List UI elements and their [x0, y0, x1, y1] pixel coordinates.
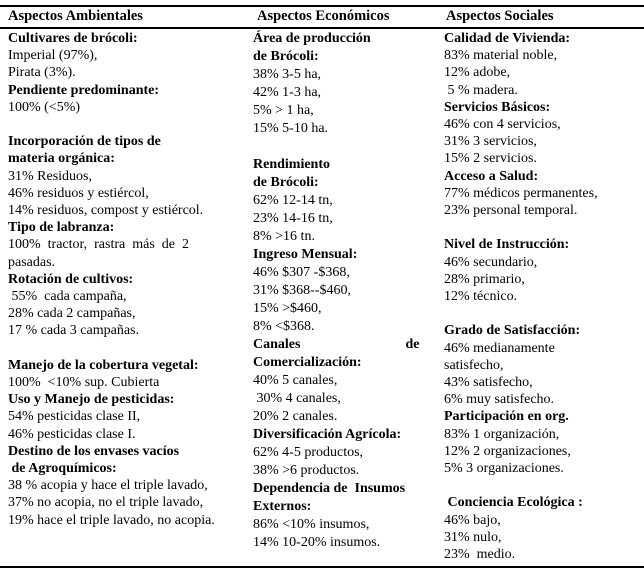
- section-heading-line: Incorporación de tipos de: [8, 134, 161, 150]
- data-line: 15% 5-10 ha.: [253, 121, 329, 136]
- section-heading-line: Cultivares de brócoli:: [8, 31, 138, 46]
- data-line: 5% > 1 ha,: [253, 103, 314, 118]
- section-heading-line: Uso y Manejo de pesticidas:: [8, 392, 175, 408]
- section-heading-line: Diversificación Agrícola:: [253, 427, 402, 442]
- data-line: 42% 1-3 ha,: [253, 85, 322, 100]
- column-header-sociales: Aspectos Sociales: [446, 8, 554, 24]
- data-line: [8, 116, 250, 133]
- data-line: 6% muy satisfecho.: [444, 392, 555, 408]
- data-line: 54% pesticidas clase II,: [8, 409, 141, 425]
- data-line: 83% material noble,: [444, 48, 558, 64]
- data-line: 46% residuos y estiércol,: [8, 185, 149, 201]
- data-line: 15% 2 servicios.: [444, 151, 537, 167]
- data-line: 31% $368--$460,: [253, 283, 351, 298]
- section-heading-line: Rendimiento: [253, 157, 330, 172]
- data-line: 30% 4 canales,: [253, 391, 341, 406]
- data-line: 23% 14-16 tn,: [253, 211, 333, 226]
- data-line: satisfecho,: [444, 357, 504, 373]
- data-line: 100% <10% sup. Cubierta: [8, 375, 160, 391]
- data-line: 46% secundario,: [444, 254, 538, 270]
- data-line: 12% adobe,: [444, 65, 511, 81]
- section-heading-line: Calidad de Vivienda:: [444, 31, 571, 46]
- data-line: 43% satisfecho,: [444, 375, 533, 391]
- section-heading-line: Participación en org.: [444, 409, 569, 425]
- section-heading-line: Conciencia Ecológica :: [444, 495, 583, 511]
- data-line: [8, 340, 250, 357]
- section-heading-line: Grado de Satisfacción:: [444, 323, 581, 339]
- data-line: 8% <$368.: [253, 319, 315, 334]
- data-line: 62% 12-14 tn,: [253, 193, 333, 208]
- section-heading-line: de Brócoli:: [253, 175, 319, 190]
- data-line: 14% residuos, compost y estiércol.: [8, 203, 204, 219]
- data-line: [444, 477, 644, 494]
- data-line: 37% no acopia, no el triple lavado,: [8, 495, 204, 511]
- section-heading-line: Manejo de la cobertura vegetal:: [8, 357, 199, 373]
- section-heading-line: Rotación de cultivos:: [8, 271, 134, 287]
- data-line: 46% medianamente: [444, 340, 555, 356]
- section-heading-line: Destino de los envases vacíos: [8, 443, 180, 459]
- section-heading-line: de Brócoli:: [253, 49, 319, 64]
- table-column: [8, 30, 250, 529]
- section-heading-line: Nivel de Instrucción:: [444, 237, 570, 253]
- data-line: 28% cada 2 campañas,: [8, 306, 136, 322]
- data-line: 12% 2 organizaciones,: [444, 443, 571, 459]
- data-line: 100% (<5%): [8, 99, 81, 115]
- data-line: 31% nulo,: [444, 529, 502, 545]
- section-heading-line: de Agroquímicos:: [8, 461, 117, 477]
- data-line: 5 % madera.: [444, 82, 518, 98]
- data-line: [253, 138, 437, 156]
- section-heading-line: Área de producción: [253, 31, 371, 46]
- data-line: 17 % cada 3 campañas.: [8, 323, 139, 339]
- data-line: pasadas.: [8, 254, 56, 270]
- data-line: 100% tractor, rastra más de 2: [8, 237, 189, 253]
- data-line: 46% $307 -$368,: [253, 265, 350, 280]
- data-line: [444, 305, 644, 322]
- section-heading-line: Acceso a Salud:: [444, 168, 539, 184]
- data-line: Imperial (97%),: [8, 48, 98, 64]
- section-heading-line: Pendiente predominante:: [8, 82, 160, 98]
- table-column: [444, 30, 644, 563]
- data-line: 46% pesticidas clase I.: [8, 426, 136, 442]
- data-line: 40% 5 canales,: [253, 373, 338, 388]
- table-border-top: [0, 5, 644, 7]
- data-line: 31% Residuos,: [8, 168, 92, 184]
- data-line: 77% médicos permanentes,: [444, 185, 598, 201]
- table-border-bottom: [0, 566, 644, 568]
- section-heading-line: Dependencia de Insumos: [253, 481, 406, 496]
- data-line: 31% 3 servicios,: [444, 134, 537, 150]
- table-column: [253, 30, 437, 552]
- data-line: 5% 3 organizaciones.: [444, 461, 564, 477]
- data-line: 46% con 4 servicios,: [444, 117, 561, 133]
- section-heading-line: materia orgánica:: [8, 151, 115, 167]
- data-line: 38% 3-5 ha,: [253, 67, 322, 82]
- data-line: 46% bajo,: [444, 512, 501, 528]
- data-line: 23% medio.: [444, 547, 516, 563]
- section-heading-line: Externos:: [253, 499, 312, 514]
- section-heading-line: Servicios Básicos:: [444, 99, 551, 115]
- data-line: 15% >$460,: [253, 301, 322, 316]
- data-line: 28% primario,: [444, 271, 525, 287]
- section-heading-line: Ingreso Mensual:: [253, 247, 358, 262]
- section-heading-line: Comercialización:: [253, 355, 362, 370]
- data-line: 8% >16 tn.: [253, 229, 315, 244]
- data-line: 62% 4-5 productos,: [253, 445, 364, 460]
- column-header-economicos: Aspectos Económicos: [257, 8, 390, 24]
- data-line: 14% 10-20% insumos.: [253, 535, 381, 550]
- data-line: 12% técnico.: [444, 289, 518, 305]
- data-line: [444, 219, 644, 236]
- column-header-ambientales: Aspectos Ambientales: [8, 8, 143, 24]
- data-line: 38% >6 productos.: [253, 463, 360, 478]
- data-line: 19% hace el triple lavado, no acopia.: [8, 512, 215, 528]
- data-line: 20% 2 canales.: [253, 409, 338, 424]
- data-line: 23% personal temporal.: [444, 203, 578, 219]
- data-line: 86% <10% insumos,: [253, 517, 370, 532]
- data-line: Pirata (3%).: [8, 65, 76, 81]
- data-line: 38 % acopia y hace el triple lavado,: [8, 478, 208, 494]
- section-heading-line: Tipo de labranza:: [8, 220, 115, 236]
- section-heading-line: Canales de: [253, 337, 420, 352]
- data-line: 55% cada campaña,: [8, 289, 127, 305]
- data-line: 83% 1 organización,: [444, 426, 560, 442]
- header-underline: [0, 27, 644, 29]
